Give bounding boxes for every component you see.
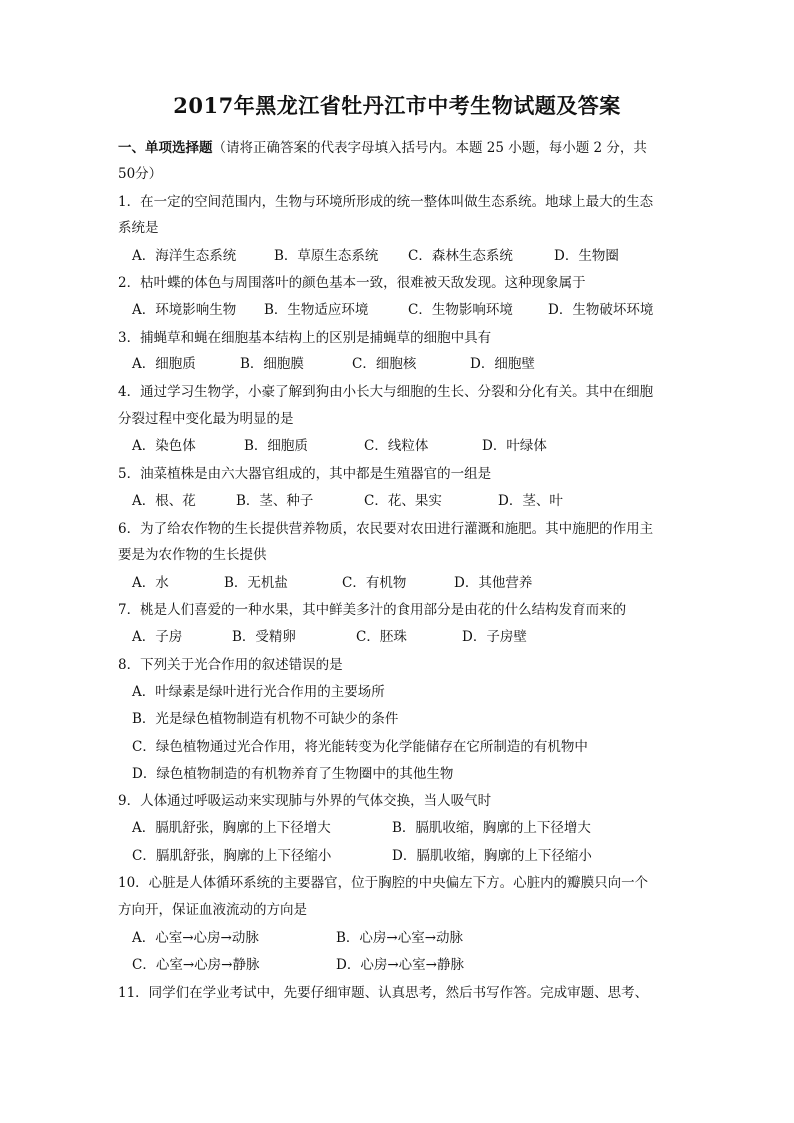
question-1-option-a: A．海洋生态系统 (132, 248, 237, 264)
question-4-option-a: A．染色体 (132, 438, 196, 454)
question-2-option-d: D．生物破坏环境 (548, 302, 654, 318)
question-6-stem-line-1: 6．为了给农作物的生长提供营养物质，农民要对农田进行灌溉和施肥。其中施肥的作用主 (118, 521, 654, 537)
document-title: 2017年黑龙江省牡丹江市中考生物试题及答案 (173, 93, 621, 118)
question-3-option-a: A．细胞质 (132, 356, 196, 372)
question-10-option-c: C．心室→心房→静脉 (132, 957, 260, 973)
question-4-stem-line-1: 4．通过学习生物学，小豪了解到狗由小长大与细胞的生长、分裂和分化有关。其中在细胞 (118, 384, 654, 400)
question-6-option-a: A．水 (132, 575, 169, 591)
question-8-option-a: A．叶绿素是绿叶进行光合作用的主要场所 (132, 684, 385, 700)
question-6-option-d: D．其他营养 (454, 575, 533, 591)
question-10-option-b: B．心房→心室→动脉 (336, 930, 464, 946)
question-6-option-b: B．无机盐 (224, 575, 288, 591)
question-2-stem: 2．枯叶蝶的体色与周围落叶的颜色基本一致，很难被天敌发现。这种现象属于 (118, 275, 586, 291)
section-heading: 一、单项选择题 (118, 140, 213, 156)
question-2-option-c: C．生物影响环境 (408, 302, 513, 318)
section-instruction-cont: 50分） (118, 166, 163, 182)
section-instruction: （请将正确答案的代表字母填入括号内。本题 25 小题，每小题 2 分，共 (212, 140, 647, 156)
question-1-stem-line-2: 系统是 (118, 220, 159, 236)
question-1-option-d: D．生物圈 (554, 248, 619, 264)
question-7-option-b: B．受精卵 (232, 629, 296, 645)
question-4-stem-line-2: 分裂过程中变化最为明显的是 (118, 411, 294, 427)
question-10-option-d: D．心房→心室→静脉 (336, 957, 464, 973)
question-4-option-b: B．细胞质 (244, 438, 308, 454)
question-9-option-b: B．膈肌收缩，胸廓的上下径增大 (392, 820, 591, 836)
question-3-option-b: B．细胞膜 (240, 356, 304, 372)
question-9-stem: 9．人体通过呼吸运动来实现肺与外界的气体交换，当人吸气时 (118, 793, 492, 809)
section-heading-line (118, 138, 698, 158)
question-8-option-b: B．光是绿色植物制造有机物不可缺少的条件 (132, 711, 399, 727)
question-2-option-a: A．环境影响生物 (132, 302, 237, 318)
question-1-option-b: B．草原生态系统 (274, 248, 379, 264)
question-5-option-a: A．根、花 (132, 493, 196, 509)
question-6-stem-line-2: 要是为农作物的生长提供 (118, 547, 267, 563)
question-6-option-c: C．有机物 (342, 575, 407, 591)
question-9-option-c: C．膈肌舒张，胸廓的上下径缩小 (132, 848, 332, 864)
question-5-option-c: C．花、果实 (364, 493, 442, 509)
question-4-option-d: D．叶绿体 (482, 438, 547, 454)
question-4-option-c: C．线粒体 (364, 438, 429, 454)
question-5-stem: 5．油菜植株是由六大器官组成的，其中都是生殖器官的一组是 (118, 466, 492, 482)
question-8-stem: 8．下列关于光合作用的叙述错误的是 (118, 657, 343, 673)
question-2-option-b: B．生物适应环境 (264, 302, 369, 318)
question-8-option-c: C．绿色植物通过光合作用，将光能转变为化学能储存在它所制造的有机物中 (132, 739, 588, 755)
question-7-option-a: A．子房 (132, 629, 183, 645)
question-1-stem-line-1: 1．在一定的空间范围内，生物与环境所形成的统一整体叫做生态系统。地球上最大的生态 (118, 194, 654, 210)
question-7-option-d: D．子房壁 (462, 629, 527, 645)
question-9-option-d: D．膈肌收缩，胸廓的上下径缩小 (392, 848, 592, 864)
question-7-option-c: C．胚珠 (356, 629, 407, 645)
question-3-option-c: C．细胞核 (352, 356, 417, 372)
question-7-stem: 7．桃是人们喜爱的一种水果，其中鲜美多汁的食用部分是由花的什么结构发育而来的 (118, 602, 627, 618)
question-3-stem: 3．捕蝇草和蝇在细胞基本结构上的区别是捕蝇草的细胞中具有 (118, 330, 492, 346)
question-8-option-d: D．绿色植物制造的有机物养育了生物圈中的其他生物 (132, 766, 454, 782)
question-9-option-a: A．膈肌舒张，胸廓的上下径增大 (132, 820, 331, 836)
question-10-stem-line-2: 方向开，保证血液流动的方向是 (118, 902, 307, 918)
question-1-option-c: C．森林生态系统 (408, 248, 513, 264)
question-3-option-d: D．细胞壁 (470, 356, 535, 372)
question-5-option-b: B．茎、种子 (236, 493, 314, 509)
question-5-option-d: D．茎、叶 (498, 493, 563, 509)
question-10-stem-line-1: 10．心脏是人体循环系统的主要器官，位于胸腔的中央偏左下方。心脏内的瓣膜只向一个 (118, 875, 649, 891)
question-11-stem: 11．同学们在学业考试中，先要仔细审题、认真思考，然后书写作答。完成审题、思考、 (118, 985, 649, 1001)
question-10-option-a: A．心室→心房→动脉 (132, 930, 259, 946)
